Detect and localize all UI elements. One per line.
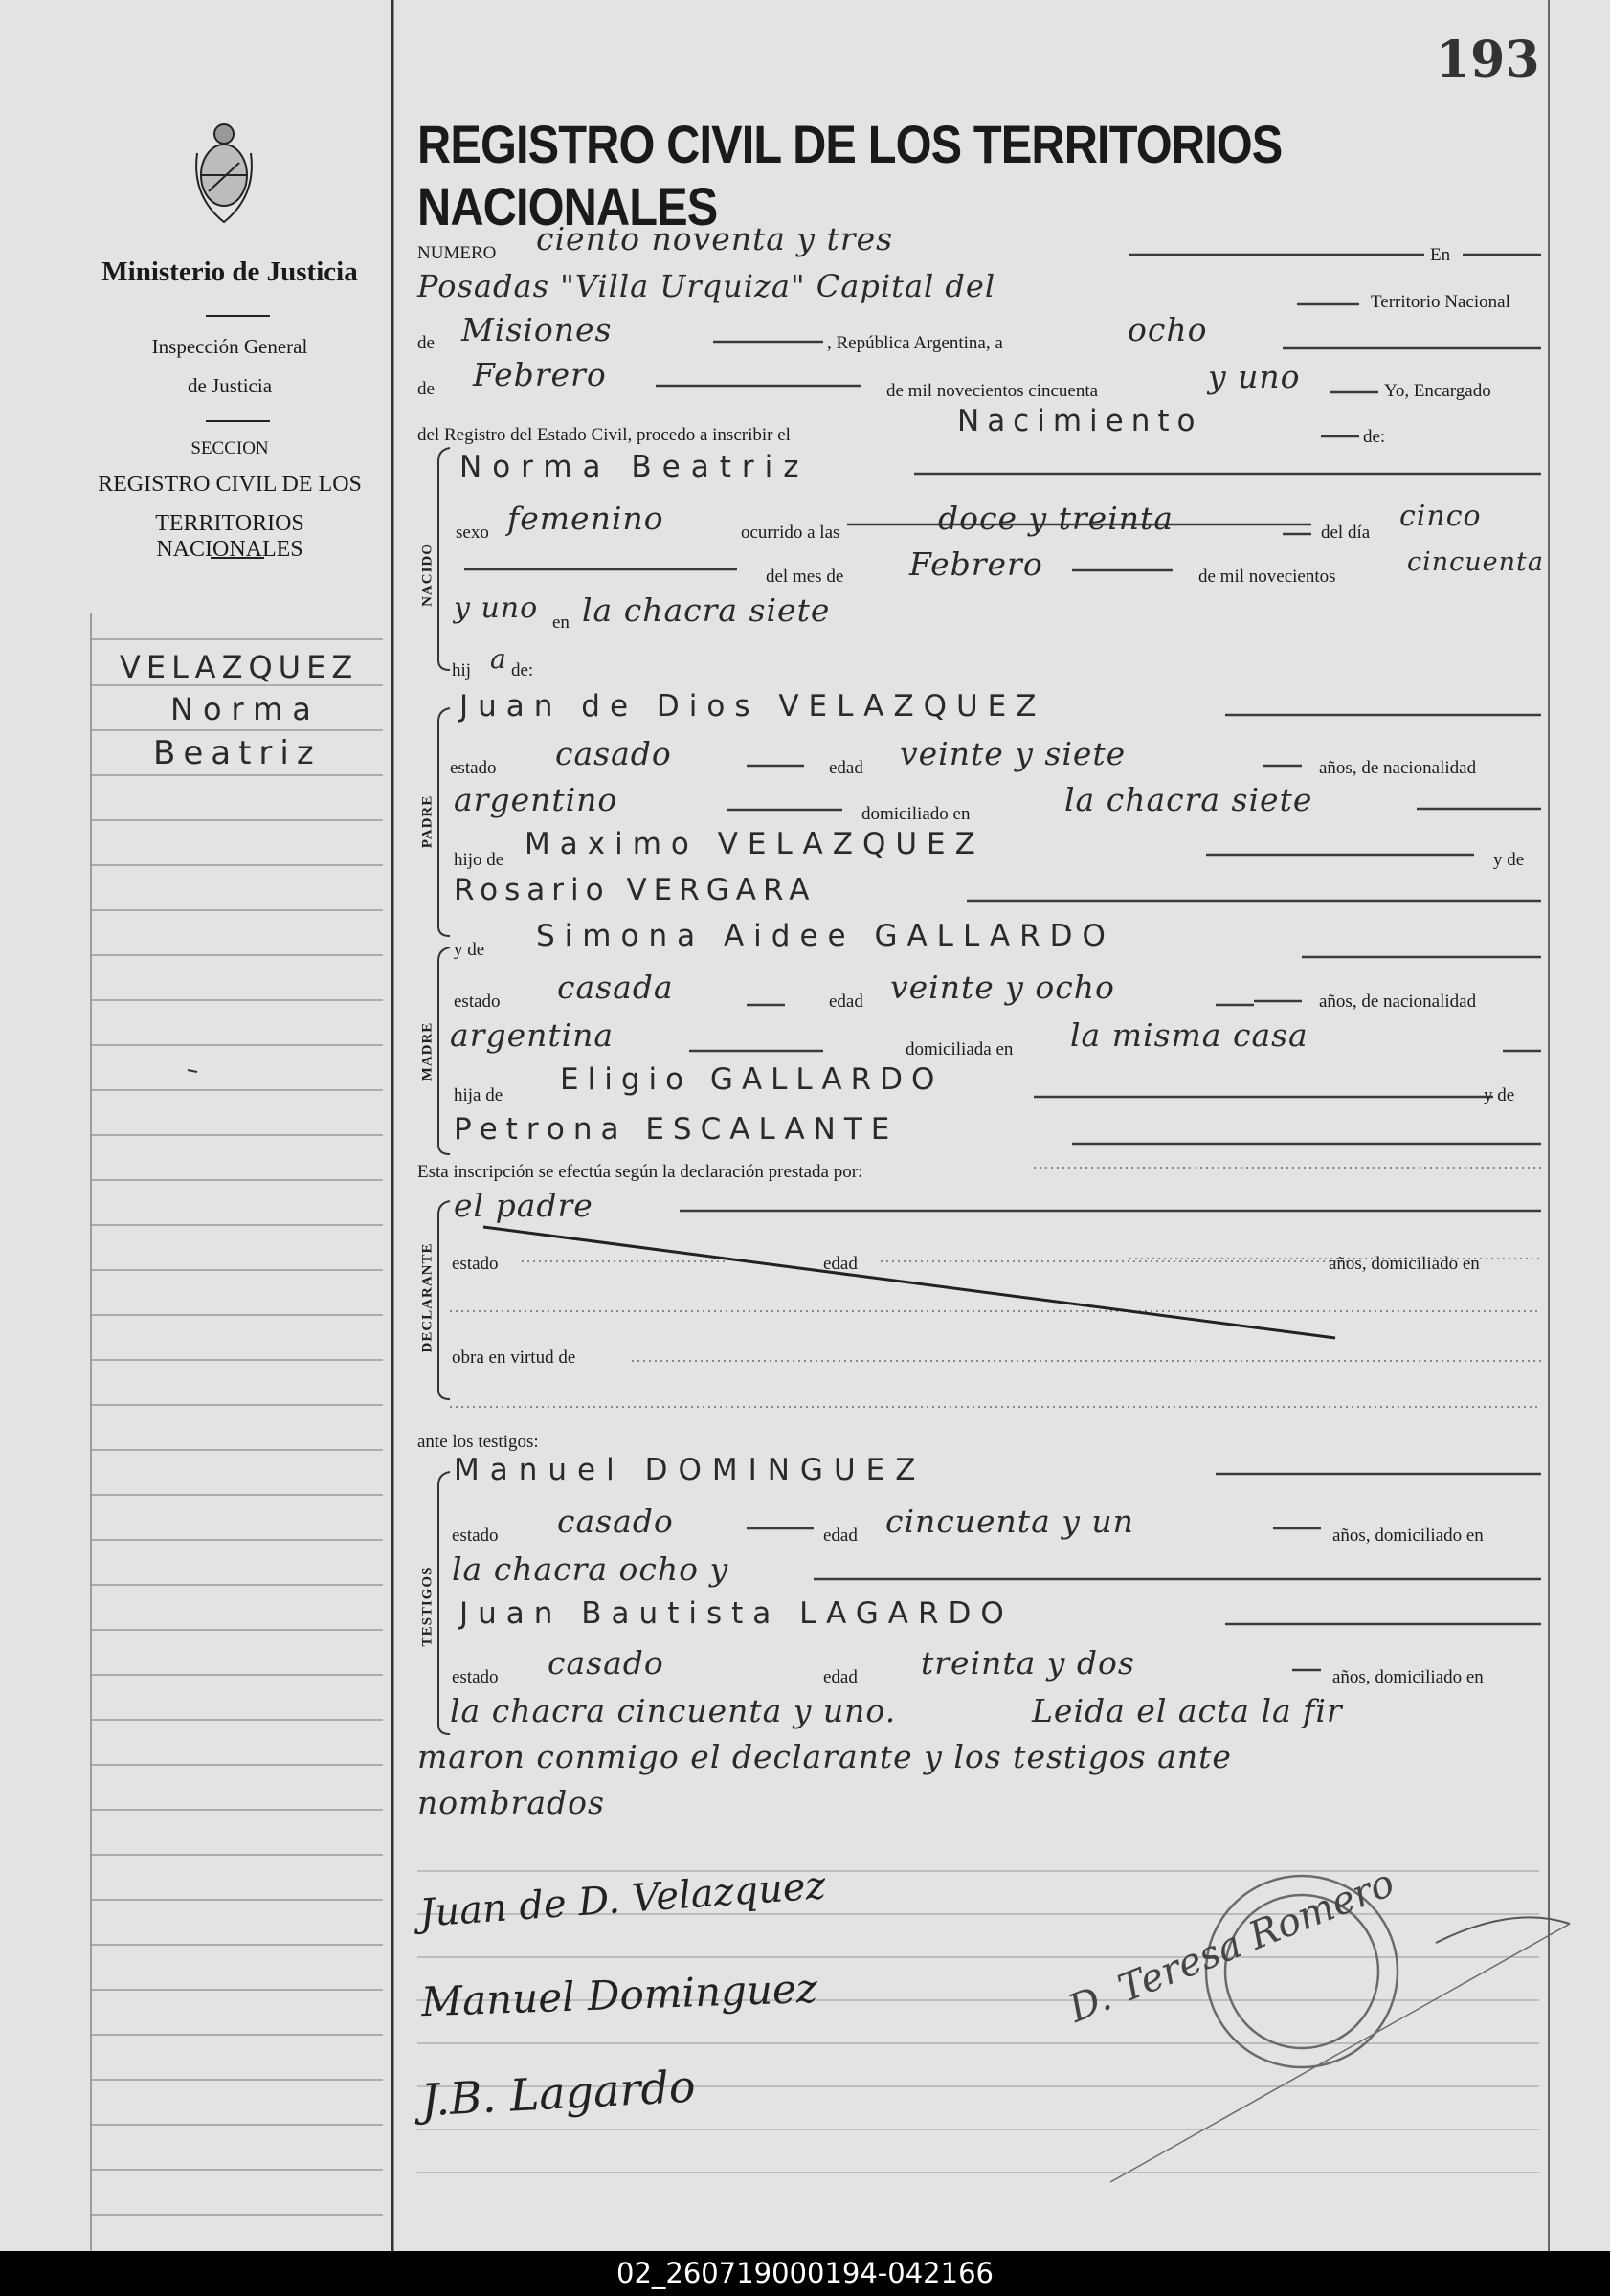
padre-y-de-label: y de — [1493, 850, 1525, 870]
declarante-edad-label: edad — [823, 1254, 858, 1274]
witness1-edad-value: cincuenta y un — [885, 1503, 1134, 1540]
witness2-domicilio-value: la chacra cincuenta y uno. — [450, 1692, 897, 1729]
witness2-estado-label: estado — [452, 1667, 499, 1687]
padre-estado-value: casado — [555, 735, 672, 772]
padre-domiciliado-label: domiciliado en — [861, 804, 971, 824]
nacido-place-value: la chacra siete — [582, 591, 831, 629]
sexo-value: femenino — [507, 500, 664, 537]
madre-edad-value: veinte y ocho — [890, 969, 1115, 1006]
madre-hija-de-label: hija de — [454, 1085, 503, 1105]
image-id-footer: 02_260719000194-042166 — [0, 2251, 1610, 2296]
territory-value: Misiones — [461, 311, 613, 348]
territorio-label: Territorio Nacional — [1371, 292, 1510, 312]
closing-text-2: maron conmigo el declarante y los testigos ante — [417, 1738, 1232, 1775]
madre-nacionalidad-value: argentina — [450, 1016, 615, 1054]
madre-mother-value: Petrona ESCALANTE — [454, 1112, 899, 1147]
madre-y-de-label-2: y de — [1484, 1085, 1515, 1105]
inspection-label-1: Inspección General — [151, 335, 308, 358]
madre-estado-label: estado — [454, 992, 501, 1012]
madre-domiciliada-label: domiciliada en — [906, 1039, 1014, 1059]
madre-domicilio-value: la misma casa — [1070, 1016, 1308, 1054]
padre-edad-value: veinte y siete — [900, 735, 1127, 772]
nacido-name-value: Norma Beatriz — [459, 450, 810, 484]
hijo-de-label: de: — [511, 660, 534, 680]
madre-estado-value: casada — [557, 969, 674, 1006]
ocurrido-label: ocurrido a las — [741, 523, 840, 543]
coat-of-arms-icon — [196, 124, 252, 222]
hijo-label: hij — [452, 660, 472, 680]
padre-father-value: Maximo VELAZQUEZ — [525, 827, 985, 861]
del-mes-label: del mes de — [766, 567, 844, 587]
hour-value: doce y treinta — [938, 500, 1174, 537]
witness1-estado-label: estado — [452, 1526, 499, 1546]
padre-nacionalidad-label: años, de nacionalidad — [1319, 758, 1477, 778]
testigos-side-label: TESTIGOS — [419, 1566, 436, 1647]
madre-edad-label: edad — [829, 992, 863, 1012]
padre-side-label: PADRE — [419, 794, 436, 849]
declarante-side-label: DECLARANTE — [419, 1242, 436, 1353]
del-dia-label: del día — [1321, 523, 1371, 543]
numero-label: NUMERO — [417, 243, 497, 263]
page-number: 193 — [1436, 31, 1540, 89]
signature-witness1: Manuel Dominguez — [420, 1964, 818, 2026]
inspection-label-2: de Justicia — [187, 374, 273, 397]
declarante-intro-label: Esta inscripción se efectúa según la declaración prestada por: — [417, 1162, 863, 1182]
month-value: Febrero — [473, 356, 607, 393]
nacido-month-value: Febrero — [909, 546, 1043, 583]
witness2-name-value: Juan Bautista LAGARDO — [459, 1596, 1014, 1631]
nacido-year-value2: y uno — [454, 591, 539, 625]
registro-label: del Registro del Estado Civil, procedo a inscribir el — [417, 425, 791, 445]
declarante-obra-label: obra en virtud de — [452, 1348, 576, 1368]
section-label: SECCION — [190, 438, 269, 458]
padre-hijo-de-label: hijo de — [454, 850, 504, 870]
witness2-estado-value: casado — [548, 1644, 664, 1682]
declarante-name-value: el padre — [454, 1187, 593, 1224]
padre-estado-label: estado — [450, 758, 497, 778]
nacido-en-label: en — [552, 613, 570, 633]
padre-mother-value: Rosario VERGARA — [454, 873, 816, 907]
closing-text-1: Leida el acta la fir — [1032, 1692, 1343, 1729]
day-value: ocho — [1128, 311, 1208, 348]
place-value: Posadas "Villa Urquiza" Capital del — [417, 268, 996, 304]
witness2-edad-label: edad — [823, 1667, 858, 1687]
en-label: En — [1430, 245, 1451, 265]
nacido-year-label: de mil novecientos — [1198, 567, 1336, 587]
hijo-value: a — [490, 643, 507, 675]
registry-label-2: TERRITORIOS NACIONALES — [155, 511, 304, 562]
yo-label: Yo, Encargado — [1384, 381, 1491, 401]
padre-nacionalidad-value: argentino — [454, 781, 618, 818]
padre-edad-label: edad — [829, 758, 863, 778]
nacido-day-value: cinco — [1399, 500, 1482, 533]
nacido-side-label: NACIDO — [419, 543, 436, 607]
witness2-edad-value: treinta y dos — [921, 1644, 1135, 1682]
witness1-domicilio-value: la chacra ocho y — [452, 1550, 729, 1588]
madre-name-value: Simona Aidee GALLARDO — [536, 919, 1115, 953]
act-type-value: Nacimiento — [957, 404, 1203, 438]
margin-note-surname: VELAZQUEZ — [120, 649, 359, 685]
de-label-2: de — [417, 379, 435, 399]
nacido-year-value: cincuenta — [1407, 547, 1544, 577]
witness1-edad-label: edad — [823, 1526, 858, 1546]
republica-label: , República Argentina, a — [827, 333, 1003, 353]
signature-witness2: J.B. Lagardo — [419, 2060, 697, 2127]
signature-father: Juan de D. Velazquez — [417, 1863, 827, 1936]
de-colon-label: de: — [1363, 427, 1386, 447]
declarante-anos-label: años, domiciliado en — [1329, 1254, 1480, 1274]
testigos-intro-label: ante los testigos: — [417, 1432, 539, 1452]
madre-y-de-label: y de — [454, 940, 485, 960]
year-label: de mil novecientos cincuenta — [886, 381, 1099, 401]
signature-officer: D. Teresa Romero — [1062, 1861, 1401, 2032]
margin-note-name1: Norma — [170, 691, 321, 727]
madre-father-value: Eligio GALLARDO — [560, 1062, 944, 1097]
witness2-anos-label: años, domiciliado en — [1332, 1667, 1484, 1687]
sexo-label: sexo — [456, 523, 489, 543]
page-title: REGISTRO CIVIL DE LOS TERRITORIOS NACIONALES — [417, 114, 1283, 236]
witness1-name-value: Manuel DOMINGUEZ — [454, 1453, 927, 1487]
padre-name-value: Juan de Dios VELAZQUEZ — [459, 689, 1046, 724]
declarante-estado-label: estado — [452, 1254, 499, 1274]
witness1-anos-label: años, domiciliado en — [1332, 1526, 1484, 1546]
registry-label-1: REGISTRO CIVIL DE LOS — [98, 472, 362, 497]
margin-note-name2: Beatriz — [153, 734, 322, 772]
madre-nacionalidad-label: años, de nacionalidad — [1319, 992, 1477, 1012]
madre-side-label: MADRE — [419, 1021, 436, 1081]
witness1-estado-value: casado — [557, 1503, 674, 1540]
numero-value: ciento noventa y tres — [536, 220, 894, 257]
closing-text-3: nombrados — [417, 1784, 605, 1821]
year-value: y uno — [1208, 358, 1301, 395]
ministry-label: Ministerio de Justicia — [101, 256, 358, 287]
padre-domicilio-value: la chacra siete — [1064, 781, 1313, 818]
de-label-1: de — [417, 333, 435, 353]
